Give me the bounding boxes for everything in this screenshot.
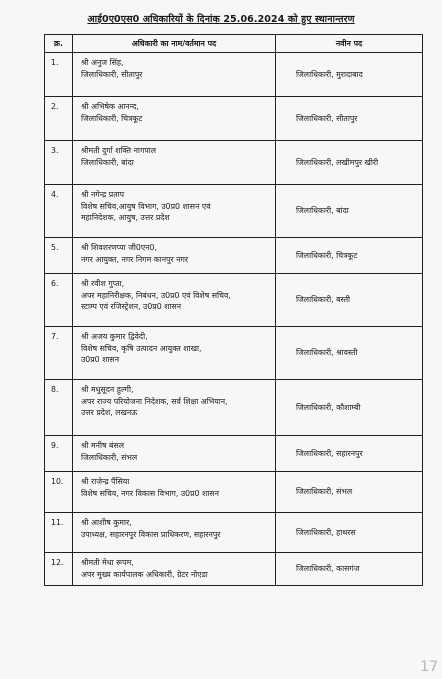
new-post: जिलाधिकारी, हाथरस	[276, 513, 423, 553]
new-post: जिलाधिकारी, श्रावस्ती	[276, 327, 423, 380]
officer-detail-line: श्री रवीश गुप्ता,	[81, 279, 125, 288]
header-new-post: नवीन पद	[276, 35, 423, 53]
serial-number: 10.	[45, 472, 73, 513]
officer-detail-line: श्रीमती दुर्गा शक्ति नागपाल	[81, 146, 157, 155]
new-post: जिलाधिकारी, कौशाम्बी	[276, 380, 423, 436]
officer-current-post	[73, 97, 276, 141]
officer-detail-line: विशेष सचिव, नगर विकास विभाग, उ0प्र0 शासन	[81, 488, 219, 498]
officer-detail-line: श्री अभिषेक आनन्द,	[81, 102, 139, 111]
officer-detail-line: अपर राज्य परियोजना निदेशक, सर्व शिक्षा अभियान,	[81, 396, 228, 406]
serial-number: 8.	[45, 380, 73, 436]
officer-detail-line: अपर महानिरीक्षक, निबंधन, उ0प्र0 एवं विशेष सचिव,	[81, 290, 231, 300]
officer-detail-line: श्री अजय कुमार द्विवेदी,	[81, 332, 148, 341]
new-post: जिलाधिकारी, कासगंज	[276, 553, 423, 586]
officer-current-post	[73, 380, 276, 436]
serial-number: 1.	[45, 53, 73, 97]
officer-detail-line: जिलाधिकारी, चित्रकूट	[81, 113, 143, 123]
officer-detail-line: श्री मधुसूदन हुल्गी,	[81, 385, 134, 394]
officer-detail-line: विशेष सचिव,आयुष विभाग, उ0प्र0 शासन एवं	[81, 201, 211, 211]
officer-current-post	[73, 513, 276, 553]
table-row	[45, 185, 423, 238]
new-post: जिलाधिकारी, संभल	[276, 472, 423, 513]
table-body	[45, 53, 423, 586]
officer-current-post	[73, 141, 276, 185]
header-serial: क्र.	[45, 35, 73, 53]
new-post: जिलाधिकारी, मुरादाबाद	[276, 53, 423, 97]
serial-number: 5.	[45, 238, 73, 274]
serial-number: 11.	[45, 513, 73, 553]
officer-current-post	[73, 472, 276, 513]
officer-current-post	[73, 238, 276, 274]
new-post: जिलाधिकारी, बस्ती	[276, 274, 423, 327]
table-row	[45, 380, 423, 436]
officer-detail-line: श्री अनुज सिंह,	[81, 58, 124, 67]
document-title: आई0ए0एस0 अधिकारियों के दिनांक 25.06.2024 को हुए स्थानान्तरण	[87, 14, 355, 25]
officer-detail-line: जिलाधिकारी, संभल	[81, 452, 138, 462]
new-post: जिलाधिकारी, लखीमपुर खीरी	[276, 141, 423, 185]
header-current-post: अधिकारी का नाम/वर्तमान पद	[73, 35, 276, 53]
new-post: जिलाधिकारी, सहारनपुर	[276, 436, 423, 472]
officer-detail-line: श्री नगेन्द्र प्रताप	[81, 190, 125, 199]
table-row	[45, 472, 423, 513]
table-row	[45, 238, 423, 274]
officer-detail-line: उत्तर प्रदेश, लखनऊ	[81, 408, 138, 417]
officer-current-post	[73, 274, 276, 327]
table-row	[45, 436, 423, 472]
officer-detail-line: विशेष सचिव, कृषि उत्पादन आयुक्त शाखा,	[81, 343, 202, 353]
new-post: जिलाधिकारी, सीतापुर	[276, 97, 423, 141]
table-row	[45, 327, 423, 380]
table-row	[45, 97, 423, 141]
transfer-table	[44, 34, 423, 586]
new-post: जिलाधिकारी, चित्रकूट	[276, 238, 423, 274]
officer-detail-line: श्रीमती मेधा रूपम,	[81, 558, 134, 567]
officer-detail-line: अपर मुख्य कार्यपालक अधिकारी, ग्रेटर नोएडा	[81, 569, 208, 579]
table-row	[45, 553, 423, 586]
page-number: 17	[420, 659, 438, 675]
officer-detail-line: श्री आशीष कुमार,	[81, 518, 132, 527]
officer-detail-line: उपाध्यक्ष, सहारनपुर विकास प्राधिकरण, सहारनपुर	[81, 529, 221, 539]
officer-current-post	[73, 553, 276, 586]
officer-current-post	[73, 327, 276, 380]
officer-detail-line: स्टाम्प एवं रजिस्ट्रेशन, उ0प्र0 शासन	[81, 302, 182, 311]
officer-detail-line: श्री शिवशरणप्पा जी0एन0,	[81, 243, 157, 252]
table-row	[45, 53, 423, 97]
officer-detail-line: नगर आयुक्त, नगर निगम कानपुर नगर	[81, 254, 189, 264]
serial-number: 3.	[45, 141, 73, 185]
serial-number: 2.	[45, 97, 73, 141]
serial-number: 12.	[45, 553, 73, 586]
officer-detail-line: जिलाधिकारी, सीतापुर	[81, 69, 143, 79]
officer-detail-line: उ0प्र0 शासन	[81, 355, 120, 364]
table-header-row	[45, 35, 423, 53]
table-row	[45, 141, 423, 185]
officer-current-post	[73, 53, 276, 97]
officer-current-post	[73, 436, 276, 472]
serial-number: 7.	[45, 327, 73, 380]
officer-current-post	[73, 185, 276, 238]
serial-number: 4.	[45, 185, 73, 238]
table-row	[45, 274, 423, 327]
officer-detail-line: श्री राजेन्द्र पैंसिया	[81, 477, 130, 486]
serial-number: 6.	[45, 274, 73, 327]
officer-detail-line: श्री मनीष बंसल	[81, 441, 125, 450]
officer-detail-line: महानिदेशक, आयुष, उत्तर प्रदेश	[81, 213, 170, 222]
officer-detail-line: जिलाधिकारी, बांदा	[81, 157, 134, 167]
table-row	[45, 513, 423, 553]
new-post: जिलाधिकारी, बांदा	[276, 185, 423, 238]
serial-number: 9.	[45, 436, 73, 472]
